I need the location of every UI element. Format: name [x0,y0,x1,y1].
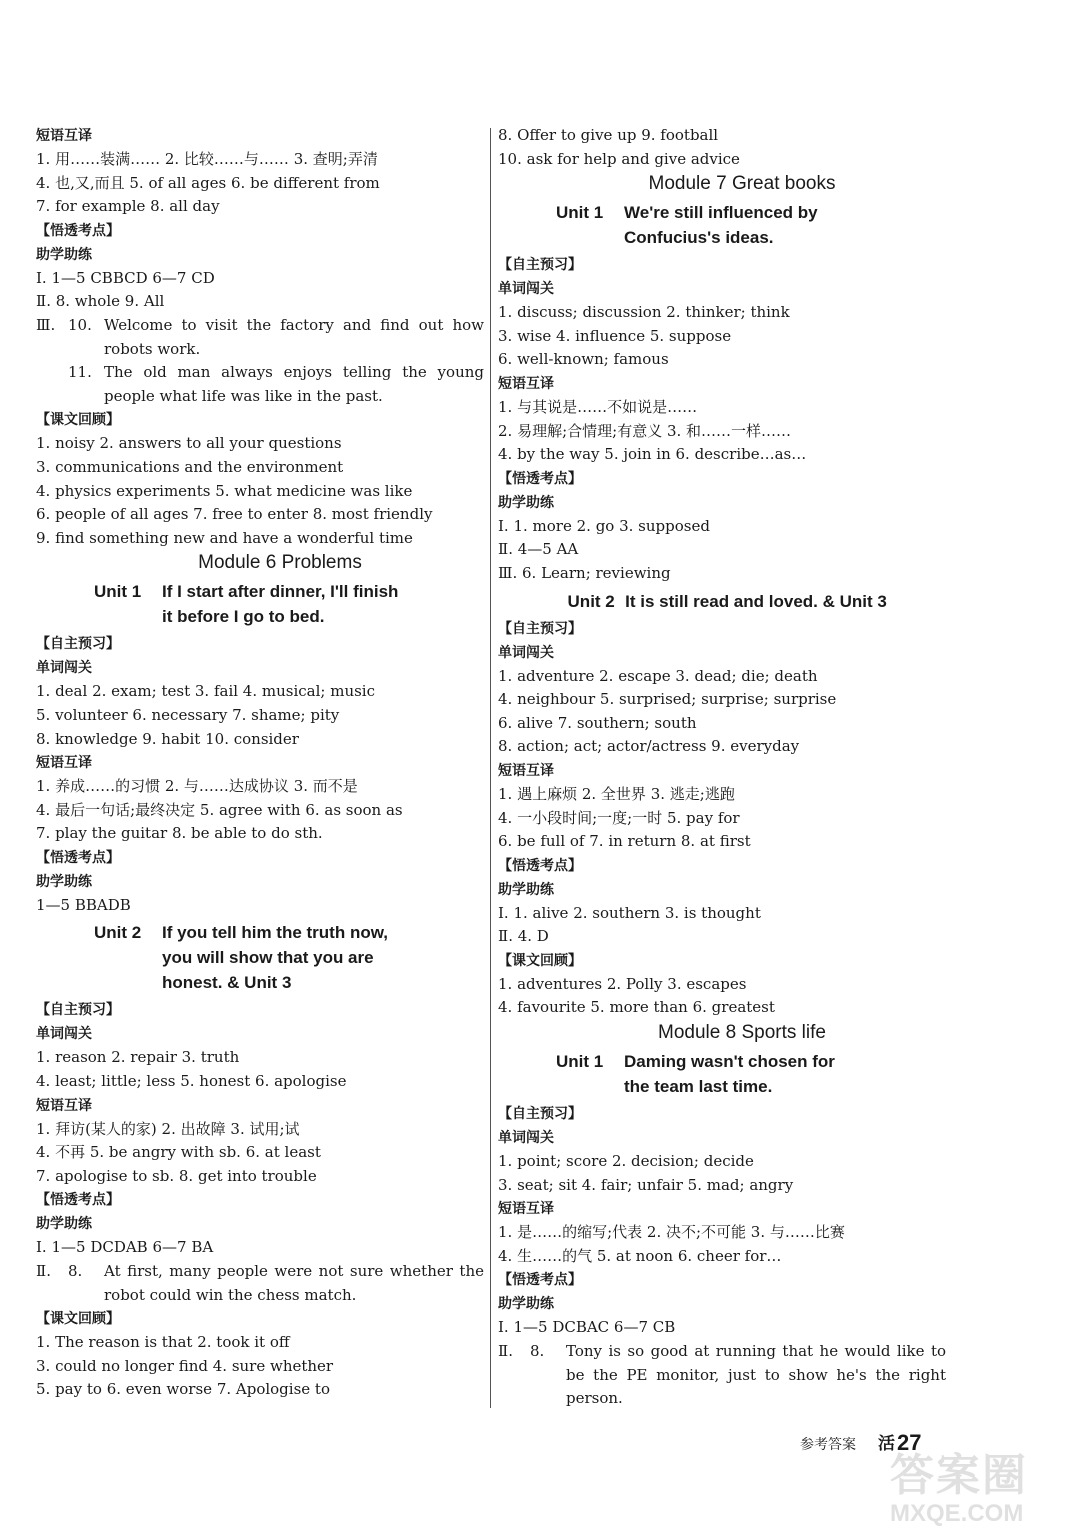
answer-line: 1. adventure 2. escape 3. dead; die; death [498,666,818,685]
section-heading: 【课文回顾】 [36,412,120,429]
answer-line: 6. people of all ages 7. free to enter 8. most friendly [36,505,433,524]
answer-line: 1. 与其说是……不如说是…… [498,397,698,416]
section-heading: 【课文回顾】 [498,952,582,969]
answer-sentence: 11. The old man always enjoys telling the young people what life was like in the past. [68,363,484,405]
answer-line: 7. for example 8. all day [36,197,220,216]
answer-line: 8. knowledge 9. habit 10. consider [36,729,299,748]
answer-line: 1. adventures 2. Polly 3. escapes [498,974,747,993]
answer-list [36,775,484,846]
section-heading: 助学助练 [36,246,92,263]
answer-line: 3. seat; sit 4. fair; unfair 5. mad; angry [498,1175,794,1194]
section-heading: 助学助练 [498,1296,554,1313]
answer-list [36,1331,484,1402]
answer-line: 5. volunteer 6. necessary 7. shame; pity [36,705,340,724]
section-heading: 【自主预习】 [498,620,582,637]
section-heading: 【自主预习】 [498,1106,582,1123]
answer-line: 1. reason 2. repair 3. truth [36,1048,240,1067]
answer-line: 3. communications and the environment [36,457,344,476]
answer-line: Ⅰ. 1. more 2. go 3. supposed [498,516,710,535]
unit-title: Unit 1 We're still influenced by Confucius's ideas. [556,203,818,248]
answer-line: 10. ask for help and give advice [498,149,740,168]
section-heading: 助学助练 [498,881,554,898]
section-heading: 【悟透考点】 [36,222,120,239]
answer-list [36,148,484,219]
answer-line: 1. The reason is that 2. took it off [36,1333,290,1352]
answer-line: 1. 养成……的习惯 2. 与……达成协议 3. 而不是 [36,777,358,796]
answer-list [498,301,946,372]
answer-list [36,680,484,751]
answer-list [36,432,484,550]
answer-line: 6. be full of 7. in return 8. at first [498,832,751,851]
section-heading: 助学助练 [498,494,554,511]
section-heading: 单词闯关 [36,660,92,677]
section-heading: 短语互译 [36,755,92,772]
answer-line: 4. least; little; less 5. honest 6. apologise [36,1072,347,1091]
answer-sentence: Ⅱ. 8. Tony is so good at running that he would like to be the PE monitor, just to show he's the right person. [498,1342,946,1408]
answer-line: Ⅰ. 1. alive 2. southern 3. is thought [498,903,761,922]
answer-line: 1. deal 2. exam; test 3. fail 4. musical; music [36,682,376,701]
answer-line: 1. 拜访(某人的家) 2. 出故障 3. 试用;试 [36,1119,300,1138]
answer-line: 4. neighbour 5. surprised; surprise; surprise [498,690,837,709]
section-heading: 【悟透考点】 [498,470,582,487]
module-title: Module 6 Problems [198,552,362,574]
answer-list [498,1221,946,1268]
answer-line: 9. find something new and have a wonderful time [36,528,413,547]
module-title: Module 8 Sports life [658,1022,826,1044]
section-heading: 短语互译 [498,762,554,779]
answer-line: 6. well-known; famous [498,350,669,369]
answer-line: 3. could no longer find 4. sure whether [36,1356,334,1375]
section-heading: 短语互译 [498,1201,554,1218]
answer-line: 1. point; score 2. decision; decide [498,1152,754,1171]
answer-line: Ⅱ. 4. D [498,927,549,946]
page-number: 27 [897,1430,922,1455]
answer-line: 7. play the guitar 8. be able to do sth. [36,824,323,843]
answer-line: 4. by the way 5. join in 6. describe…as… [498,445,807,464]
section-heading: 单词闯关 [498,281,554,298]
answer-line: 8. action; act; actor/actress 9. everyday [498,737,800,756]
unit-title: Unit 2 It is still read and loved. & Unit 3 [567,591,887,611]
answer-line: 1. 是……的缩写;代表 2. 决不;不可能 3. 与……比赛 [498,1223,845,1242]
answer-line: 4. 生……的气 5. at noon 6. cheer for… [498,1246,782,1265]
answer-line: Ⅲ. 6. Learn; reviewing [498,563,671,582]
answer-sentence: Ⅱ. 8. At first, many people were not sure whether the robot could win the chess match. [36,1262,484,1304]
answer-list [498,515,946,586]
answer-list [498,124,946,171]
section-heading: 助学助练 [36,873,92,890]
answer-sentence: Ⅲ. 10. Welcome to visit the factory and find out how robots work. [36,315,484,358]
answer-list [498,396,946,467]
answer-list [498,902,946,949]
answer-line: Ⅱ. 8. whole 9. All [36,292,165,311]
answer-line: 7. apologise to sb. 8. get into trouble [36,1166,317,1185]
answer-line: 6. alive 7. southern; south [498,713,697,732]
answer-list [498,973,946,1020]
section-heading: 短语互译 [498,375,554,392]
module-title: Module 7 Great books [648,173,836,195]
section-heading: 【悟透考点】 [36,1192,120,1209]
left-column [36,124,484,1402]
answer-list [498,665,946,759]
answer-line: 1. 用……装满…… 2. 比较……与…… 3. 查明;弄清 [36,150,378,168]
unit-title: Unit 1 Daming wasn't chosen for the team last time. [556,1052,835,1097]
answer-line: 8. Offer to give up 9. football [498,126,719,144]
section-heading: 单词闯关 [36,1026,92,1043]
section-heading: 【自主预习】 [36,1002,120,1019]
answer-line: 4. 一小段时间;一度;一时 5. pay for [498,808,740,827]
unit-title: Unit 2 If you tell him the truth now, you will show that you are honest. & Unit 3 [94,923,389,993]
answer-line: 4. physics experiments 5. what medicine was like [36,481,413,500]
footer-series: 活 [878,1434,895,1454]
section-heading: 短语互译 [36,128,92,144]
answer-line: Ⅱ. 4—5 AA [498,540,579,559]
answer-line: 5. pay to 6. even worse 7. Apologise to [36,1380,330,1399]
right-column [498,124,946,1411]
answer-line: 3. wise 4. influence 5. suppose [498,326,732,345]
section-heading: 【悟透考点】 [498,857,582,874]
answer-list [498,783,946,854]
answer-line: Ⅰ. 1—5 DCBAC 6—7 CB [498,1318,676,1337]
section-heading: 【悟透考点】 [36,849,120,866]
answer-line: 4. 最后一句话;最终决定 5. agree with 6. as soon as [36,800,403,819]
answer-line: Ⅰ. 1—5 DCDAB 6—7 BA [36,1238,214,1257]
watermark-text: 答案圈 [890,1450,1028,1501]
section-heading: 【课文回顾】 [36,1311,120,1328]
answer-line: 1. discuss; discussion 2. thinker; think [498,303,790,322]
footer-label: 参考答案 [800,1437,856,1453]
answer-line: Ⅰ. 1—5 CBBCD 6—7 CD [36,268,215,287]
answer-line: 4. favourite 5. more than 6. greatest [498,998,775,1017]
section-heading: 【悟透考点】 [498,1272,582,1289]
answer-line: 1—5 BBADB [36,895,131,914]
answer-line: 1. 遇上麻烦 2. 全世界 3. 逃走;逃跑 [498,784,735,803]
answer-line: 4. 不再 5. be angry with sb. 6. at least [36,1143,321,1162]
section-heading: 短语互译 [36,1097,92,1114]
answer-line: 4. 也,又,而且 5. of all ages 6. be different from [36,173,380,192]
answer-line: 1. noisy 2. answers to all your questions [36,434,342,453]
section-heading: 单词闯关 [498,1130,554,1147]
watermark-logo [890,1452,1060,1536]
section-heading: 单词闯关 [498,644,554,661]
page-footer [800,1420,921,1454]
watermark-url: MXQE.COM [890,1500,1024,1527]
answer-list [36,1118,484,1189]
answer-list [36,1046,484,1093]
answer-line: 2. 易理解;合情理;有意义 3. 和……一样…… [498,421,792,440]
answer-list [498,1150,946,1197]
section-heading: 【自主预习】 [498,257,582,274]
column-divider [490,128,491,1408]
section-heading: 【自主预习】 [36,636,120,653]
unit-title: Unit 1 If I start after dinner, I'll finish it before I go to bed. [94,582,399,627]
section-heading: 助学助练 [36,1216,92,1233]
